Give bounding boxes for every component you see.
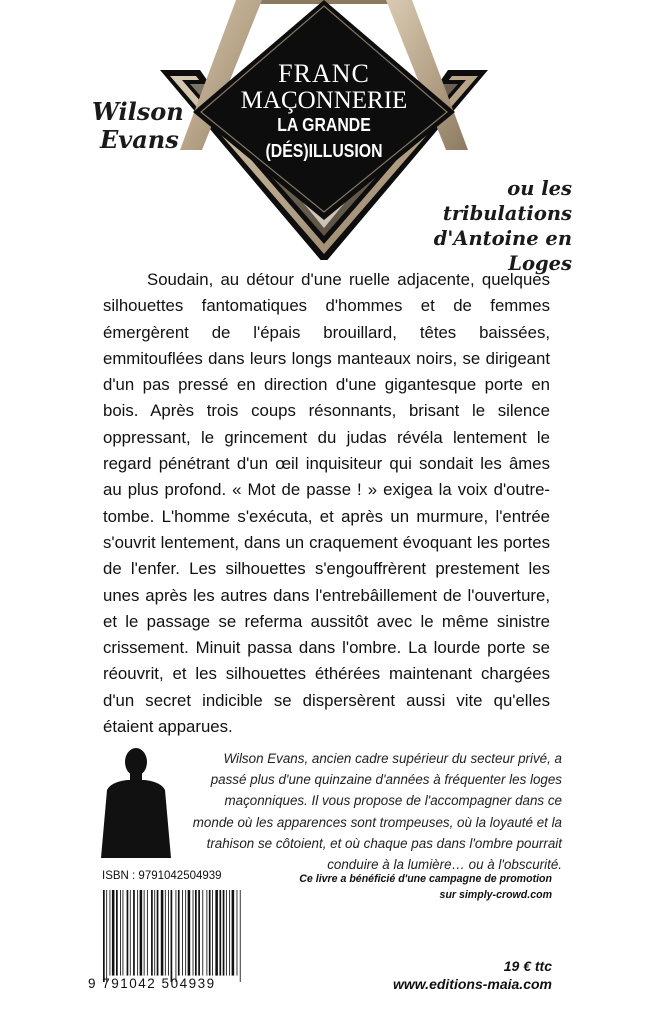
barcode-bar [198,890,200,976]
barcode-bar [112,890,115,976]
barcode-bar [120,890,121,976]
author-name [92,98,212,154]
isbn-label: ISBN : 9791042504939 [102,870,222,882]
back-cover-excerpt: Soudain, au détour d'une ruelle adjacente, quelques silhouettes fantomatiques d'hommes et de femmes émergèrent de l'épais brouillard, têtes baissées, emmitouflées dans leurs longs manteaux noirs, se dirigeant d'un pas pressé en direction d'une gigantesque porte en bois. Après trois coups résonnants, brisant le silence oppressant, le grincement du judas révéla lentement le regard pénétrant d'un œil inquisiteur qui sondait les âmes au plus profond. « Mot de passe ! » exigea la voix d'outre-tombe. L'homme s'exécuta, et après un murmure, l'entrée s'ouvrit lentement, dans un craquement évoquant les portes de l'enfer. Les silhouettes s'engouffrèrent prestement les unes après les autres dans l'entrebâillement de l'ouverture, et le passage se referma aussitôt avec le même sinistre crissement. Minuit passa dans l'ombre. La lourde porte se réouvrit, et les silhouettes éthérées maintenant chargées d'un secret indicible se dispersèrent aussi vite qu'elles étaient apparues. [103,270,550,737]
barcode-bar [103,890,105,982]
barcode-digits: 9 791042 504939 [88,976,216,991]
barcode [101,890,245,982]
title-line-desillusion: (DÉS)ILLUSION [265,141,383,161]
barcode-bar [212,890,213,976]
barcode-bar [202,890,203,976]
barcode-bar [182,890,183,976]
barcode-bar [223,890,225,976]
barcode-bar [240,890,241,982]
barcode-bar [116,890,118,976]
title-line-maconnerie: MAÇONNERIE [240,87,408,114]
barcode-bar [171,890,173,982]
barcode-bar [229,890,230,976]
barcode-bar [219,890,221,976]
subtitle-line-1: ou les [507,177,572,200]
title-line-franc: FRANC [278,59,370,88]
barcode-bar [176,890,177,982]
barcode-bar [185,890,186,976]
promo-line-2: sur simply-crowd.com [439,888,552,901]
barcode-bar [232,890,235,976]
barcode-bar [137,890,138,976]
barcode-bar [133,890,135,976]
promo-note [276,872,552,903]
barcode-bar [168,890,169,976]
barcode-bar [144,890,145,976]
barcode-bar [161,890,164,976]
barcode-bar [178,890,180,976]
barcode-bar [237,890,238,976]
author-first-name: Wilson [92,97,184,126]
title-line-la-grande: LA GRANDE [277,115,371,135]
barcode-bar [106,890,107,982]
barcode-bar [123,890,124,976]
subtitle-line-3: d'Antoine en Loges [433,227,572,275]
author-bio: Wilson Evans, ancien cadre supérieur du secteur privé, a passé plus d'une quinzaine d'années à fréquenter les loges maçonniques. Il vous propose de l'accompagner dans ce monde où les apparences sont trompeuses, où la loyauté et la trahison se côtoient, et où chaque pas dans l'ombre pourrait conduire à la lumière… ou à l'obscurité. [192,751,562,873]
barcode-bar [157,890,159,976]
book-subtitle [372,176,572,276]
barcode-bar [226,890,227,976]
author-silhouette-icon [99,744,173,858]
barcode-bar [195,890,197,976]
author-last-name: Evans [100,125,179,154]
barcode-bar [165,890,166,976]
price: 19 € ttc [503,958,552,974]
barcode-bar [154,890,155,976]
barcode-bar [151,890,153,976]
barcode-bar [130,890,131,976]
barcode-bar [147,890,148,976]
barcode-bar [188,890,191,976]
barcode-bar [209,890,211,976]
publisher-website: www.editions-maia.com [393,976,552,992]
barcode-bar [127,890,129,976]
barcode-bar [215,890,218,976]
subtitle-line-2: tribulations [442,202,572,225]
barcode-bar [110,890,111,976]
barcode-bar [206,890,207,976]
barcode-bar [193,890,194,976]
promo-line-1: Ce livre a bénéficié d'une campagne de promotion [299,873,552,885]
barcode-bar [140,890,143,976]
